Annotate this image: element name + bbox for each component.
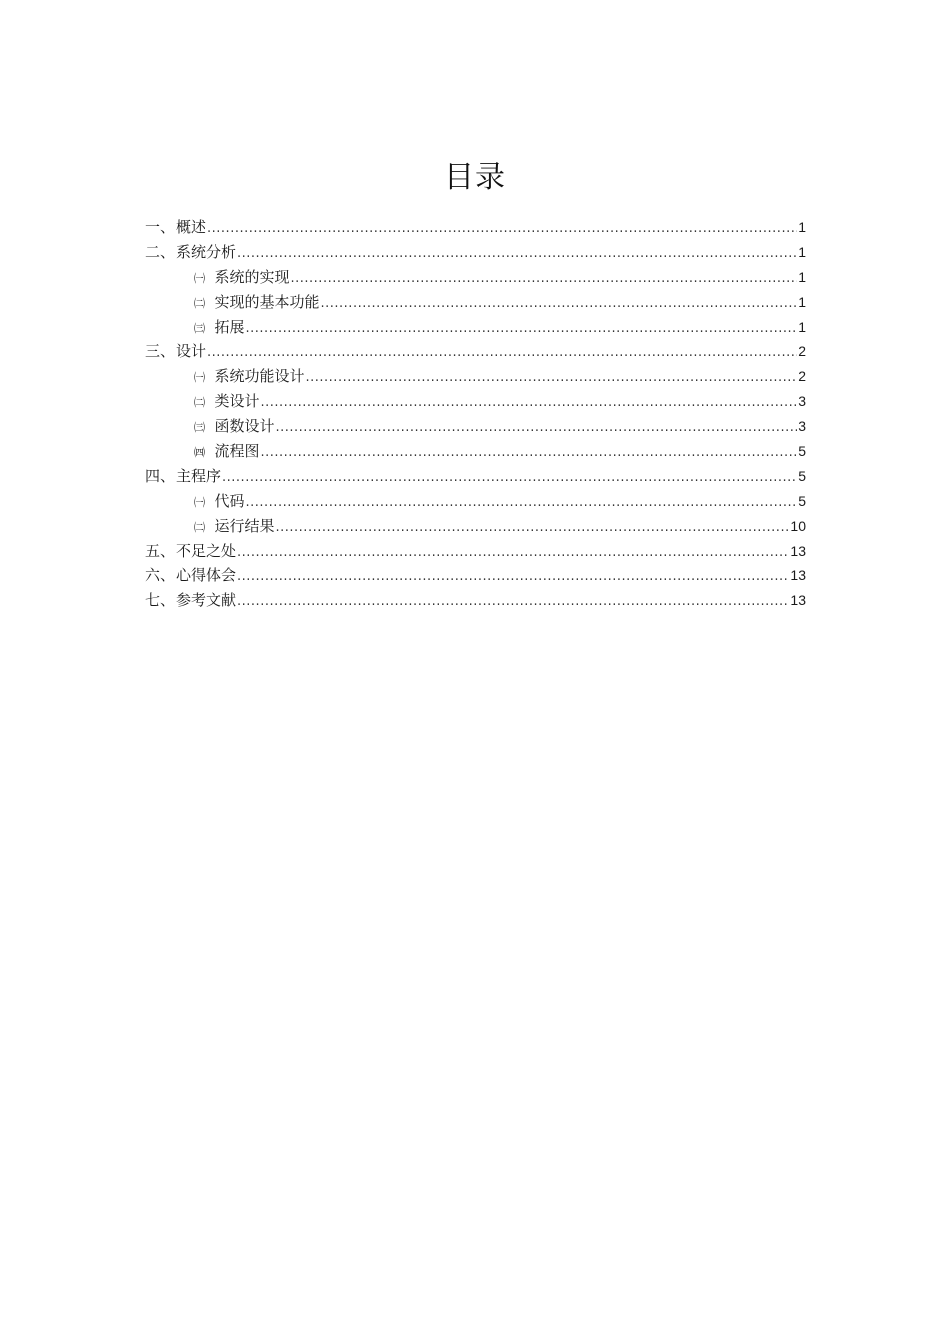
toc-entry-number: ㈠ <box>194 495 205 509</box>
toc-entry[interactable] <box>145 563 806 588</box>
toc-entry-number: ㈢ <box>194 421 205 435</box>
toc-dot-leader <box>207 217 797 242</box>
toc-entry-number: ㈡ <box>194 396 205 410</box>
toc-entry-page-number: 3 <box>798 393 806 410</box>
toc-entry-page-number: 1 <box>798 318 806 335</box>
toc-entry-number: ㈢ <box>194 321 205 335</box>
toc-entry-title: 主程序 <box>176 466 222 485</box>
toc-dot-leader <box>237 541 789 566</box>
toc-entry[interactable] <box>145 489 806 514</box>
toc-entry[interactable] <box>145 464 806 489</box>
toc-entry-number: 三、 <box>145 342 176 361</box>
toc-entry-number: ㈡ <box>194 296 205 310</box>
toc-entry-title: 系统分析 <box>176 242 237 261</box>
toc-entry-page-number: 1 <box>798 219 806 235</box>
toc-entry[interactable] <box>145 588 806 613</box>
toc-dot-leader <box>276 416 798 441</box>
toc-entry-page-number: 2 <box>798 368 806 385</box>
toc-entry[interactable] <box>145 364 806 389</box>
toc-dot-leader <box>207 341 797 366</box>
toc-entry-title: 实现的基本功能 <box>214 292 320 311</box>
toc-entry-number: ㈠ <box>194 271 205 285</box>
toc-entry-title: 类设计 <box>214 392 260 411</box>
toc-entry-page-number: 13 <box>790 567 806 584</box>
toc-dot-leader <box>276 516 790 541</box>
toc-entry-page-number: 5 <box>798 492 806 509</box>
toc-dot-leader <box>321 292 798 317</box>
toc-entry-title: 代码 <box>214 491 245 510</box>
toc-entry-page-number: 3 <box>798 418 806 435</box>
toc-entry-page-number: 13 <box>790 592 806 609</box>
toc-entry-page-number: 5 <box>798 467 806 484</box>
toc-dot-leader <box>246 491 798 516</box>
toc-entry-page-number: 1 <box>798 293 806 310</box>
toc-entry-number: 六、 <box>145 566 176 585</box>
toc-entry-number: 四、 <box>145 466 176 485</box>
toc-entry-title: 系统的实现 <box>214 267 290 286</box>
toc-entry-number: 一、 <box>145 218 176 236</box>
toc-dot-leader <box>261 391 798 416</box>
toc-entry-title: 流程图 <box>214 442 260 461</box>
toc-entry-title: 不足之处 <box>176 541 237 560</box>
toc-dot-leader <box>246 317 798 342</box>
toc-entry-number: ㈣ <box>194 446 205 460</box>
toc-entry-title: 系统功能设计 <box>214 367 305 386</box>
toc-entry-title: 函数设计 <box>214 417 275 436</box>
toc-entry[interactable] <box>145 265 806 290</box>
toc-entry-page-number: 2 <box>798 343 806 360</box>
toc-entry[interactable] <box>145 439 806 464</box>
toc-entry-number: 二、 <box>145 242 176 261</box>
toc-dot-leader <box>306 366 798 391</box>
toc-dot-leader <box>291 267 798 292</box>
toc-entry[interactable] <box>145 339 806 364</box>
table-of-contents <box>145 215 806 613</box>
toc-entry[interactable] <box>145 514 806 539</box>
toc-dot-leader <box>237 590 789 615</box>
toc-entry-number: ㈠ <box>194 371 205 385</box>
toc-dot-leader <box>237 565 789 590</box>
toc-entry[interactable] <box>145 539 806 564</box>
toc-dot-leader <box>261 441 798 466</box>
toc-dot-leader <box>222 466 797 491</box>
toc-entry-title: 运行结果 <box>214 516 275 535</box>
toc-dot-leader <box>237 242 797 267</box>
toc-entry-title: 概述 <box>176 218 207 236</box>
toc-entry-page-number: 1 <box>798 268 806 285</box>
toc-entry-title: 设计 <box>176 342 207 361</box>
toc-entry-title: 心得体会 <box>176 566 237 585</box>
toc-entry-number: 五、 <box>145 541 176 560</box>
toc-entry-title: 参考文献 <box>176 591 237 610</box>
toc-entry-page-number: 13 <box>790 542 806 559</box>
toc-entry[interactable] <box>145 290 806 315</box>
toc-entry-page-number: 5 <box>798 443 806 460</box>
toc-entry[interactable] <box>145 414 806 439</box>
toc-entry-number: ㈡ <box>194 520 205 534</box>
toc-entry-page-number: 1 <box>798 243 806 260</box>
toc-entry[interactable] <box>145 315 806 340</box>
toc-entry-number: 七、 <box>145 591 176 610</box>
toc-entry-title: 拓展 <box>214 317 245 336</box>
toc-entry[interactable] <box>145 215 806 240</box>
toc-entry[interactable] <box>145 240 806 265</box>
toc-entry-page-number: 10 <box>790 517 806 534</box>
toc-title: 目录 <box>444 160 506 195</box>
toc-entry[interactable] <box>145 389 806 414</box>
